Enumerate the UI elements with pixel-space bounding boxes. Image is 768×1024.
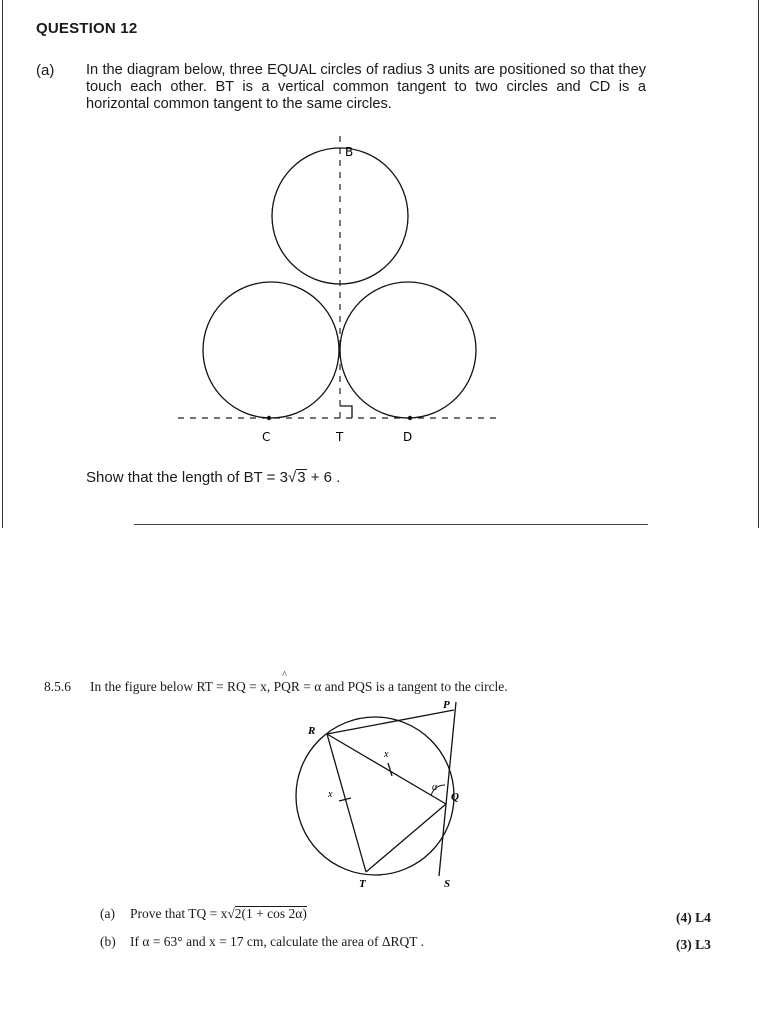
chord-tq xyxy=(366,804,446,872)
label-q: Q xyxy=(451,791,459,803)
point-c xyxy=(267,416,271,420)
sub-a-prefix: Prove that TQ = x xyxy=(130,906,228,921)
show-root: 3 xyxy=(297,469,306,486)
question-text xyxy=(90,679,508,695)
right-margin-line xyxy=(758,0,759,528)
chord-rq xyxy=(327,734,446,804)
sqrt-symbol: √ xyxy=(287,469,297,486)
three-circles-diagram xyxy=(170,130,510,450)
sub-a-root: 2(1 + cos 2α) xyxy=(234,906,307,921)
label-d: D xyxy=(403,430,413,444)
sub-a-label: (a) xyxy=(100,906,115,921)
sub-a-text xyxy=(130,906,307,922)
label-c: C xyxy=(262,430,271,444)
show-prefix: Show that the length of BT = 3 xyxy=(86,469,288,486)
right-angle-marker xyxy=(340,406,352,418)
show-suffix: + 6 . xyxy=(306,469,341,486)
sub-b-text: If α = 63° and x = 17 cm, calculate the area of ΔRQT . xyxy=(130,934,425,949)
label-x-rq: x xyxy=(384,749,389,760)
sub-a-marks: (4) L4 xyxy=(676,910,711,925)
question-number: 8.5.6 xyxy=(44,679,71,694)
sub-b-label: (b) xyxy=(100,934,116,949)
label-t: T xyxy=(359,878,366,890)
label-b: B xyxy=(345,145,354,159)
label-t: T xyxy=(336,430,344,444)
circle-tangent-diagram xyxy=(280,694,490,890)
label-x-rt: x xyxy=(328,789,333,800)
part-a-text: In the diagram below, three EQUAL circles of radius 3 units are positioned so that they touch each other. BT is a vertical common tangent to two circles and CD is a horizontal common tangent to the same circles. xyxy=(86,62,646,112)
text-prefix: In the figure below RT = RQ = x, P xyxy=(90,679,282,694)
angle-vertex: ^ Q xyxy=(281,679,291,695)
right-circle xyxy=(340,282,476,418)
show-that-statement xyxy=(86,469,340,486)
answer-line xyxy=(134,524,648,525)
left-circle xyxy=(203,282,339,418)
main-circle xyxy=(296,717,454,875)
label-r: R xyxy=(308,725,316,737)
point-d xyxy=(408,416,412,420)
question-title: QUESTION 12 xyxy=(36,20,138,37)
label-s: S xyxy=(444,878,451,890)
part-a-label: (a) xyxy=(36,62,55,79)
top-circle xyxy=(272,148,408,284)
sub-b-marks: (3) L3 xyxy=(676,937,711,952)
chord-rt xyxy=(327,734,366,872)
text-suffix: R = α and PQS is a tangent to the circle. xyxy=(290,679,508,694)
label-p: P xyxy=(443,699,450,711)
label-alpha: α xyxy=(432,782,438,793)
sqrt-symbol-2: √ xyxy=(227,906,235,921)
left-margin-line xyxy=(2,0,3,528)
